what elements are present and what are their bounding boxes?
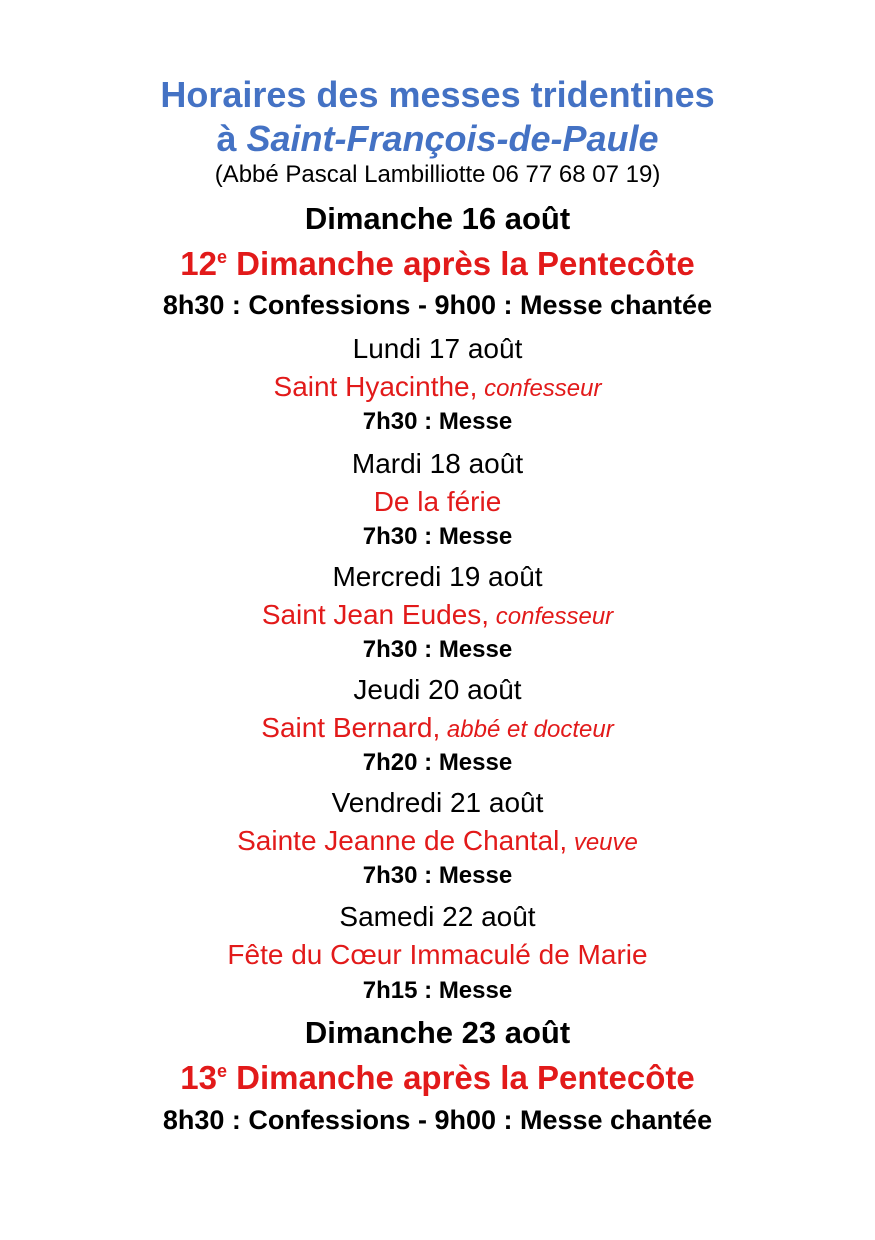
day-date: Mercredi 19 août: [332, 561, 543, 592]
feast-number: 13: [180, 1059, 217, 1096]
feast-name: Saint Hyacinthe,: [273, 371, 478, 402]
day-feast: [0, 601, 875, 629]
feast-qualifier: confesseur: [477, 375, 602, 402]
contact-line: (Abbé Pascal Lambilliotte 06 77 68 07 19): [214, 161, 661, 188]
sunday-2-feast: [0, 1061, 875, 1094]
feast-name: Sainte Jeanne de Chantal,: [237, 825, 568, 856]
day-time: 7h30 : Messe: [362, 408, 513, 435]
church-name: Saint-François-de-Paule: [246, 118, 659, 159]
day-time: 7h20 : Messe: [362, 749, 513, 776]
day-feast: [0, 373, 875, 401]
feast-name: Saint Jean Eudes,: [261, 599, 490, 630]
sunday-2-times: 8h30 : Confessions - 9h00 : Messe chantée: [162, 1105, 713, 1135]
title-prefix: à: [216, 118, 247, 159]
day-feast: [0, 714, 875, 742]
day-feast: [0, 941, 875, 969]
day-time: 7h15 : Messe: [362, 977, 513, 1004]
title-line-1: Horaires des messes tridentines: [160, 74, 715, 115]
day-time: 7h30 : Messe: [362, 862, 513, 889]
feast-name: Dimanche après la Pentecôte: [227, 245, 695, 282]
feast-ordinal: e: [217, 1061, 228, 1081]
day-date: Vendredi 21 août: [331, 787, 544, 818]
day-date: Lundi 17 août: [352, 333, 523, 364]
feast-qualifier: abbé et docteur: [440, 716, 614, 743]
feast-name: Fête du Cœur Immaculé de Marie: [227, 939, 648, 970]
day-feast: [0, 488, 875, 516]
day-time: 7h30 : Messe: [362, 636, 513, 663]
title-line-2: [0, 118, 875, 159]
day-date: Mardi 18 août: [351, 448, 524, 479]
feast-name: Dimanche après la Pentecôte: [227, 1059, 695, 1096]
sunday-1-date: Dimanche 16 août: [304, 201, 571, 236]
feast-ordinal: e: [217, 247, 228, 267]
sunday-2-date: Dimanche 23 août: [304, 1015, 571, 1050]
feast-number: 12: [180, 245, 217, 282]
sunday-1-feast: [0, 247, 875, 280]
feast-name: De la férie: [373, 486, 502, 517]
feast-name: Saint Bernard,: [261, 712, 441, 743]
day-time: 7h30 : Messe: [362, 523, 513, 550]
day-date: Jeudi 20 août: [353, 674, 522, 705]
day-feast: [0, 827, 875, 855]
sunday-1-times: 8h30 : Confessions - 9h00 : Messe chantée: [162, 290, 713, 320]
feast-qualifier: veuve: [567, 829, 638, 856]
feast-qualifier: confesseur: [489, 603, 614, 630]
day-date: Samedi 22 août: [339, 901, 536, 932]
